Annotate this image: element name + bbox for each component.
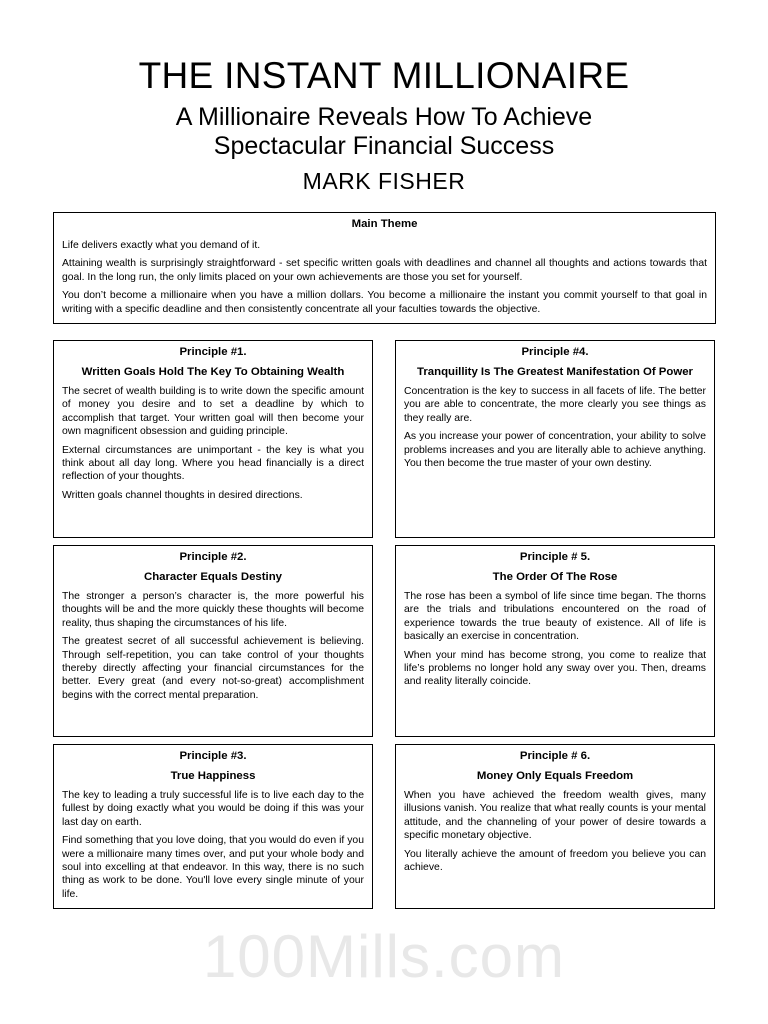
document-title: THE INSTANT MILLIONAIRE	[138, 55, 630, 96]
principle-paragraph: Written goals channel thoughts in desired directions.	[62, 489, 303, 501]
principle-number: Principle # 5.	[519, 551, 591, 563]
principle-paragraph: The stronger a person’s character is, the more powerful his thoughts will be and the more quickly these thoughts will become reality, thus shaping the circumstances of his life.	[62, 591, 364, 629]
principle-paragraph: The greatest secret of all successful achievement is believing. Through self-repetition, you can take control of your thoughts thereby directly affecting your financial circumstances for the better. Every great (and every not-so-great) accomplishment begins with the correct mental preparation.	[62, 636, 364, 701]
principle-title: The Order Of The Rose	[492, 571, 618, 583]
principle-paragraph: When you have achieved the freedom wealth gives, many illusions vanish. You realize that what really counts is your mental attitude, and the channeling of your power of desire towards a specific monetary objective.	[404, 790, 706, 842]
principle-box-4	[395, 340, 715, 538]
principle-paragraph: The key to leading a truly successful life is to live each day to the fullest by doing exactly what you would be doing if this was your last day on earth.	[62, 790, 364, 828]
subtitle-line-1: A Millionaire Reveals How To Achieve	[175, 103, 593, 131]
principle-box-3	[53, 744, 373, 909]
principle-paragraph: Concentration is the key to success in all facets of life. The better you are able to concentrate, the more clearly you see things as they really are.	[404, 386, 706, 424]
principle-paragraph: As you increase your power of concentration, your ability to solve problems increases and you are literally able to achieve anything. You then become the true master of your own destiny.	[404, 431, 706, 470]
main-theme-paragraph: You don’t become a millionaire when you have a million dollars. You become a millionaire the instant you commit yourself to that goal in writing with a specific deadline and then consistently concentrate all your faculties towards the objective.	[62, 290, 707, 315]
main-theme-heading: Main Theme	[351, 218, 418, 230]
principle-title: Tranquillity Is The Greatest Manifestation Of Power	[417, 366, 693, 378]
principle-paragraph: The secret of wealth building is to write down the specific amount of money you desire and to set a deadline by which to accomplish that target. Your written goal will then become your own magnificent obsession and guiding principle.	[62, 386, 364, 438]
principle-paragraph: Find something that you love doing, that you would do even if you were a millionaire many times over, and put your whole body and soul into excelling at that endeavor. In this way, there is no such thing as work to be done. You'll love every single minute of your life.	[62, 835, 364, 900]
principle-box-6	[395, 744, 715, 909]
principle-number: Principle #3.	[179, 750, 247, 762]
principle-title: Written Goals Hold The Key To Obtaining Wealth	[81, 366, 345, 378]
main-theme-box	[53, 212, 716, 324]
principle-paragraph: When your mind has become strong, you come to realize that life’s problems no longer hold any sway over you. Then, dreams and reality literally coincide.	[404, 649, 706, 688]
principle-box-5	[395, 545, 715, 737]
subtitle-line-2: Spectacular Financial Success	[213, 132, 555, 160]
principle-box-2	[53, 545, 373, 737]
principle-title: Character Equals Destiny	[143, 571, 282, 583]
principle-title: True Happiness	[170, 770, 256, 782]
author-name: MARK FISHER	[302, 168, 466, 194]
watermark: 100Mills.com	[202, 923, 566, 990]
principle-paragraph: You literally achieve the amount of freedom you believe you can achieve.	[404, 848, 706, 874]
principle-paragraph: External circumstances are unimportant - the key is what you think about all day long. Where you head financially is a direct reflection of your thoughts.	[62, 444, 364, 483]
principle-number: Principle #2.	[179, 551, 247, 563]
main-theme-paragraph: Life delivers exactly what you demand of it.	[62, 240, 261, 251]
principle-box-1	[53, 340, 373, 538]
principle-paragraph: The rose has been a symbol of life since time began. The thorns are the trials and tribulations encountered on the road of experience towards the true beauty of existence. All of life is basically an exercise in concentration.	[404, 591, 706, 643]
principle-number: Principle # 6.	[519, 750, 591, 762]
principle-title: Money Only Equals Freedom	[476, 770, 634, 782]
principle-number: Principle #4.	[521, 346, 589, 358]
document-subtitle	[0, 103, 768, 161]
main-theme-paragraph: Attaining wealth is surprisingly straightforward - set specific written goals with deadlines and channel all thoughts and actions towards that goal. In the long run, the only limits placed on your own achievements are those you set for yourself.	[62, 258, 707, 283]
principle-number: Principle #1.	[179, 346, 247, 358]
